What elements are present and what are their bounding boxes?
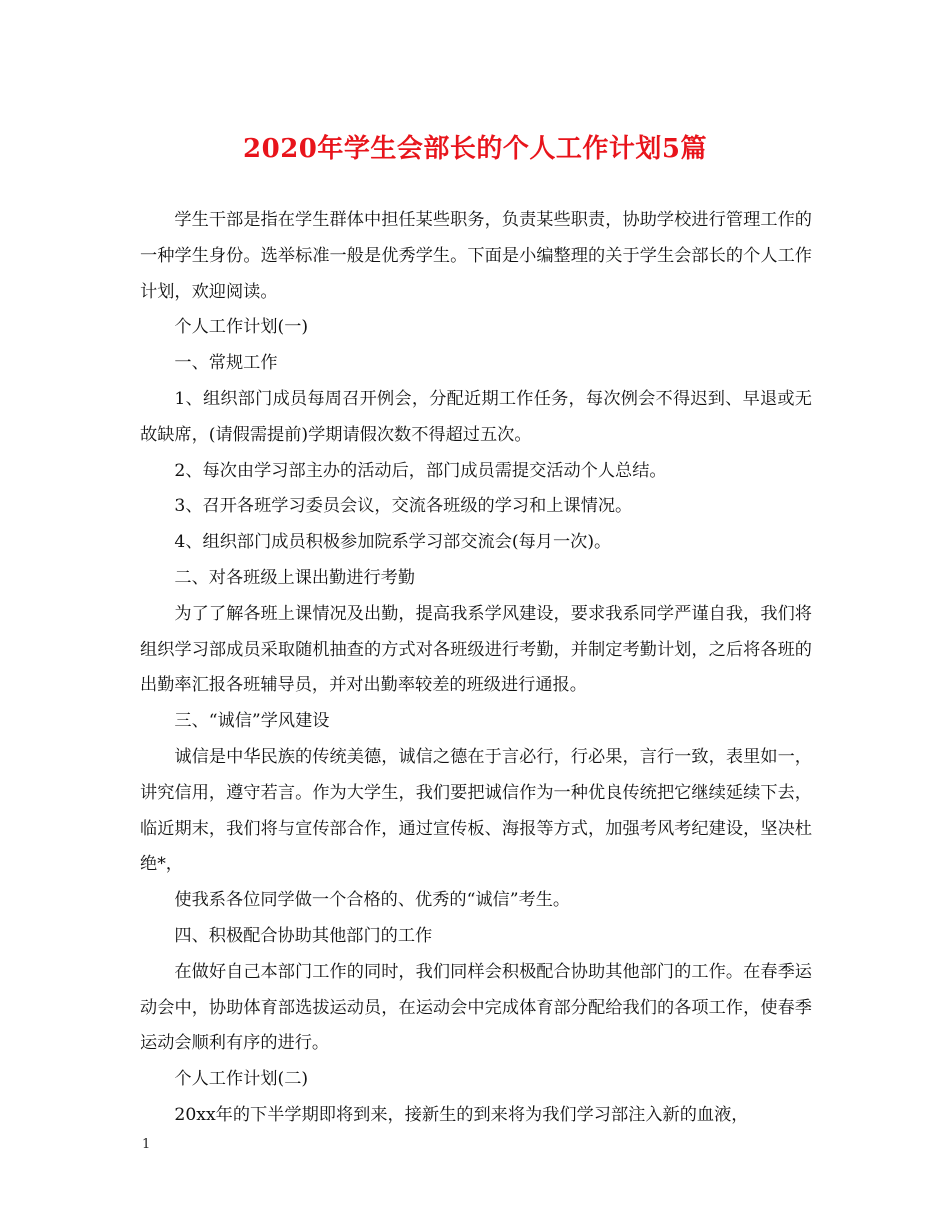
body-paragraph-plan-2: 20xx年的下半学期即将到来，接新生的到来将为我们学习部注入新的血液， <box>174 1104 749 1125</box>
page-number: 1 <box>142 1137 151 1152</box>
intro-paragraph: 学生干部是指在学生群体中担任某些职务，负责某些职责，协助学校进行管理工作的一种学生身份。选举标准一般是优秀学生。下面是小编整理的关于学生会部长的个人工作计划，欢迎阅读。 <box>140 210 812 302</box>
body-paragraph-integrity: 诚信是中华民族的传统美德，诚信之德在于言必行，行必果，言行一致，表里如一，讲究信用，遵守若言。作为大学生，我们要把诚信作为一种优良传统把它继续延续下去，临近期末，我们将与宣传部合作，通过宣传板、海报等方式，加强考风考纪建设，坚决杜绝*， <box>140 746 812 875</box>
body-paragraph-integrity-cont: 使我系各位同学做一个合格的、优秀的“诚信”考生。 <box>174 890 571 911</box>
list-item-2: 2、每次由学习部主办的活动后，部门成员需提交活动个人总结。 <box>174 460 667 481</box>
body-paragraph-cooperation: 在做好自己本部门工作的同时，我们同样会积极配合协助其他部门的工作。在春季运动会中，协助体育部选拔运动员，在运动会中完成体育部分配给我们的各项工作，使春季运动会顺利有序的进行。 <box>140 961 812 1054</box>
list-item-3: 3、召开各班学习委员会议，交流各班级的学习和上课情况。 <box>174 496 633 517</box>
section-heading-plan-1: 个人工作计划(一) <box>174 317 309 338</box>
subheading-integrity: 三、“诚信”学风建设 <box>174 711 330 732</box>
subheading-attendance: 二、对各班级上课出勤进行考勤 <box>174 567 416 588</box>
document-body <box>140 203 812 1134</box>
list-item-1: 1、组织部门成员每周召开例会，分配近期工作任务，每次例会不得迟到、早退或无故缺席，(请假需提前)学期请假次数不得超过五次。 <box>140 388 812 445</box>
list-item-4: 4、组织部门成员积极参加院系学习部交流会(每月一次)。 <box>174 532 612 553</box>
body-paragraph-attendance: 为了了解各班上课情况及出勤，提高我系学风建设，要求我系同学严谨自我，我们将组织学习部成员采取随机抽查的方式对各班级进行考勤，并制定考勤计划，之后将各班的出勤率汇报各班辅导员，并对出勤率较差的班级进行通报。 <box>140 603 812 696</box>
section-heading-plan-2: 个人工作计划(二) <box>174 1069 309 1090</box>
document-title: 2020年学生会部长的个人工作计划5篇 <box>243 134 707 164</box>
subheading-cooperation: 四、积极配合协助其他部门的工作 <box>174 925 433 946</box>
subheading-routine-work: 一、常规工作 <box>174 353 278 374</box>
